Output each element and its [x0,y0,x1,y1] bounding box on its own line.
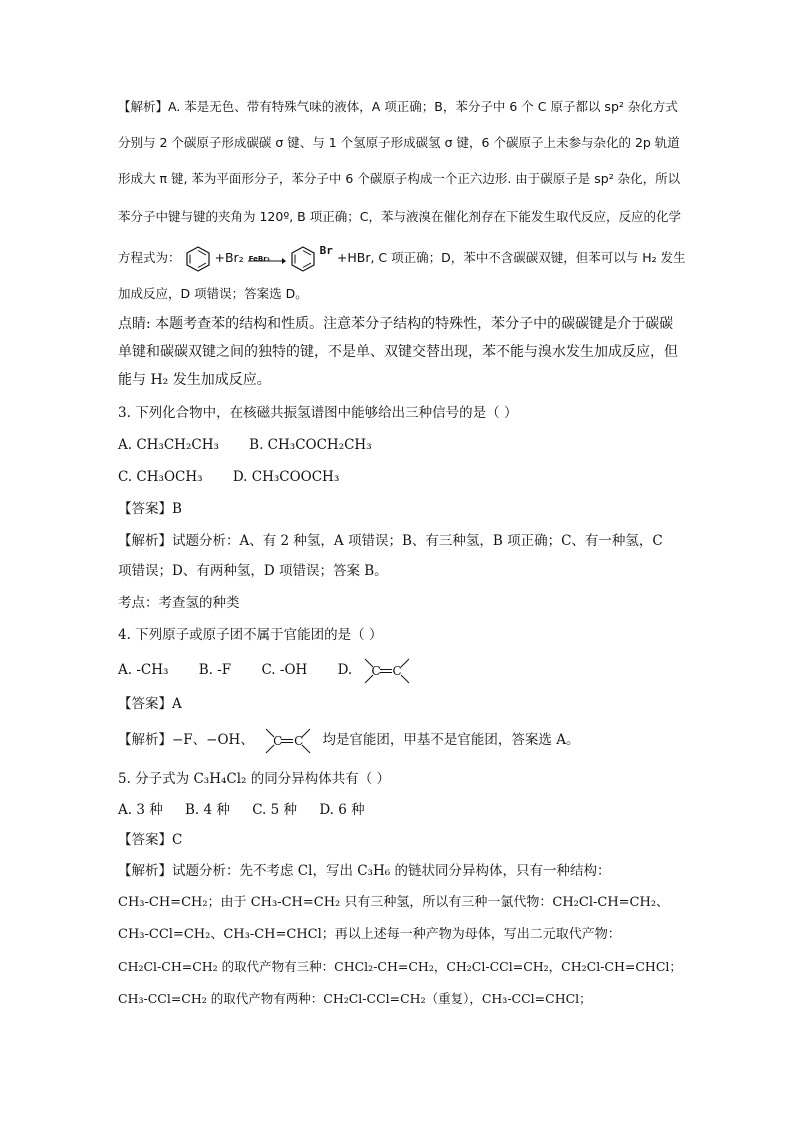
bromine-substituent: Br [319,244,333,257]
q4-options-row [118,654,413,686]
q5-option-d: D. 6 种 [319,802,365,818]
q3-stem: 3. 下列化合物中，在核磁共振氢谱图中能够给出三种信号的是（ ） [118,405,518,421]
q4-analysis-suffix: 均是官能团，甲基不是官能团，答案选 A。 [322,732,580,748]
q4-analysis [118,724,579,756]
q3-analysis-line-1: 【解析】试题分析：A、有 2 种氢，A 项错误；B、有三种氢，B 项正确；C、有一种氢，C [118,533,663,549]
q4-answer: 【答案】A [118,696,182,712]
q2-analysis-line-4: 苯分子中键与键的夹角为 120º, B 项正确；C，苯与液溴在催化剂存在下能发生取代反应，反应的化学 [118,209,681,224]
q4-stem: 4. 下列原子或原子团不属于官能团的是（ ） [118,627,383,643]
reaction-arrow [248,249,286,269]
q2-analysis-line-1: 【解析】A. 苯是无色、带有特殊气味的液体，A 项正确；B，苯分子中 6 个 C 原子都以 sp² 杂化方式 [118,99,678,114]
q2-analysis-line-2: 分别与 2 个碳原子形成碳碳 σ 键、与 1 个氢原子形成碳氢 σ 键，6 个碳原子上未参与杂化的 2p 轨道 [118,135,680,150]
q5-option-a: A. 3 种 [118,802,163,818]
bromobenzene-ring-icon [290,246,316,272]
q2-equation-line [118,245,686,271]
carbon-label-left: C [371,663,381,678]
q3-option-d: D. CH₃COOCH₃ [232,469,340,485]
q2-analysis-line-6: 加成反应，D 项错误；答案选 D。 [118,286,308,301]
q5-option-c: C. 5 种 [252,802,298,818]
plus-bromine: +Br₂ [214,250,244,265]
carbon-label-right: C [392,663,402,678]
q5-stem: 5. 分子式为 C₃H₄Cl₂ 的同分异构体共有（ ） [118,771,391,787]
arrow-icon [248,258,286,264]
q4-option-a: A. -CH₃ [118,662,169,678]
q4-analysis-prefix: 【解析】−F、−OH、 [118,732,254,748]
q2-note-line-2: 单键和碳碳双键之间的独特的键，不是单、双键交替出现，苯不能与溴水发生加成反应，但 [118,344,678,360]
carbon-label-left: C [273,733,283,748]
catalyst-label: FeBr₃ [248,254,270,263]
alkene-double-bond-icon [361,655,413,687]
q5-analysis-line-3: CH₃-CCl=CH₂、CH₃-CH=CHCl；再以上述每一种产物为母体，写出二元取代产物： [118,927,621,942]
q3-option-b: B. CH₃COCH₂CH₃ [249,437,372,453]
q5-option-b: B. 4 种 [185,802,230,818]
equation-suffix: +HBr, C 项正确；D，苯中不含碳碳双键，但苯可以与 H₂ 发生 [336,250,686,265]
equation-prefix: 方程式为： [118,250,181,265]
q5-analysis-line-2: CH₃-CH=CH₂；由于 CH₃-CH=CH₂ 只有三种氢，所以有三种一氯代物：CH₂Cl-CH=CH₂、 [118,895,670,910]
q4-option-b: B. -F [198,662,232,678]
q2-analysis-line-3: 形成大 π 键, 苯为平面形分子，苯分子中 6 个碳原子构成一个正六边形. 由于碳原子是 sp² 杂化，所以 [118,171,681,186]
benzene-ring-icon [185,246,211,272]
q5-analysis-line-4: CH₂Cl-CH=CH₂ 的取代产物有三种：CHCl₂-CH=CH₂，CH₂Cl-CCl=CH₂，CH₂Cl-CH=CHCl； [118,959,682,974]
q5-analysis-line-1: 【解析】试题分析：先不考虑 Cl，写出 C₃H₆ 的链状同分异构体，只有一种结构： [118,863,611,879]
q4-option-d: D. [337,662,353,678]
q2-note-line-1: 点睛: 本题考查苯的结构和性质。注意苯分子结构的特殊性，苯分子中的碳碳键是介于碳碳 [118,316,674,332]
q3-point: 考点：考查氢的种类 [118,595,240,611]
q5-analysis-line-5: CH₃-CCl=CH₂ 的取代产物有两种：CH₂Cl-CCl=CH₂（重复），CH₃-CCl=CHCl； [118,991,592,1006]
q3-option-c: C. CH₃OCH₃ [118,469,203,485]
q5-answer: 【答案】C [118,832,183,848]
alkene-double-bond-icon [262,725,314,757]
q3-option-a: A. CH₃CH₂CH₃ [118,437,219,453]
carbon-label-right: C [294,733,304,748]
q4-option-c: C. -OH [261,662,308,678]
q5-options-row [118,800,391,820]
q3-answer: 【答案】B [118,501,182,517]
q3-analysis-line-2: 项错误；D、有两种氢，D 项错误；答案 B。 [118,563,388,579]
q3-options-row-2 [118,467,365,487]
q2-note-line-3: 能与 H₂ 发生加成反应。 [118,372,271,388]
q3-options-row-1 [118,435,398,455]
